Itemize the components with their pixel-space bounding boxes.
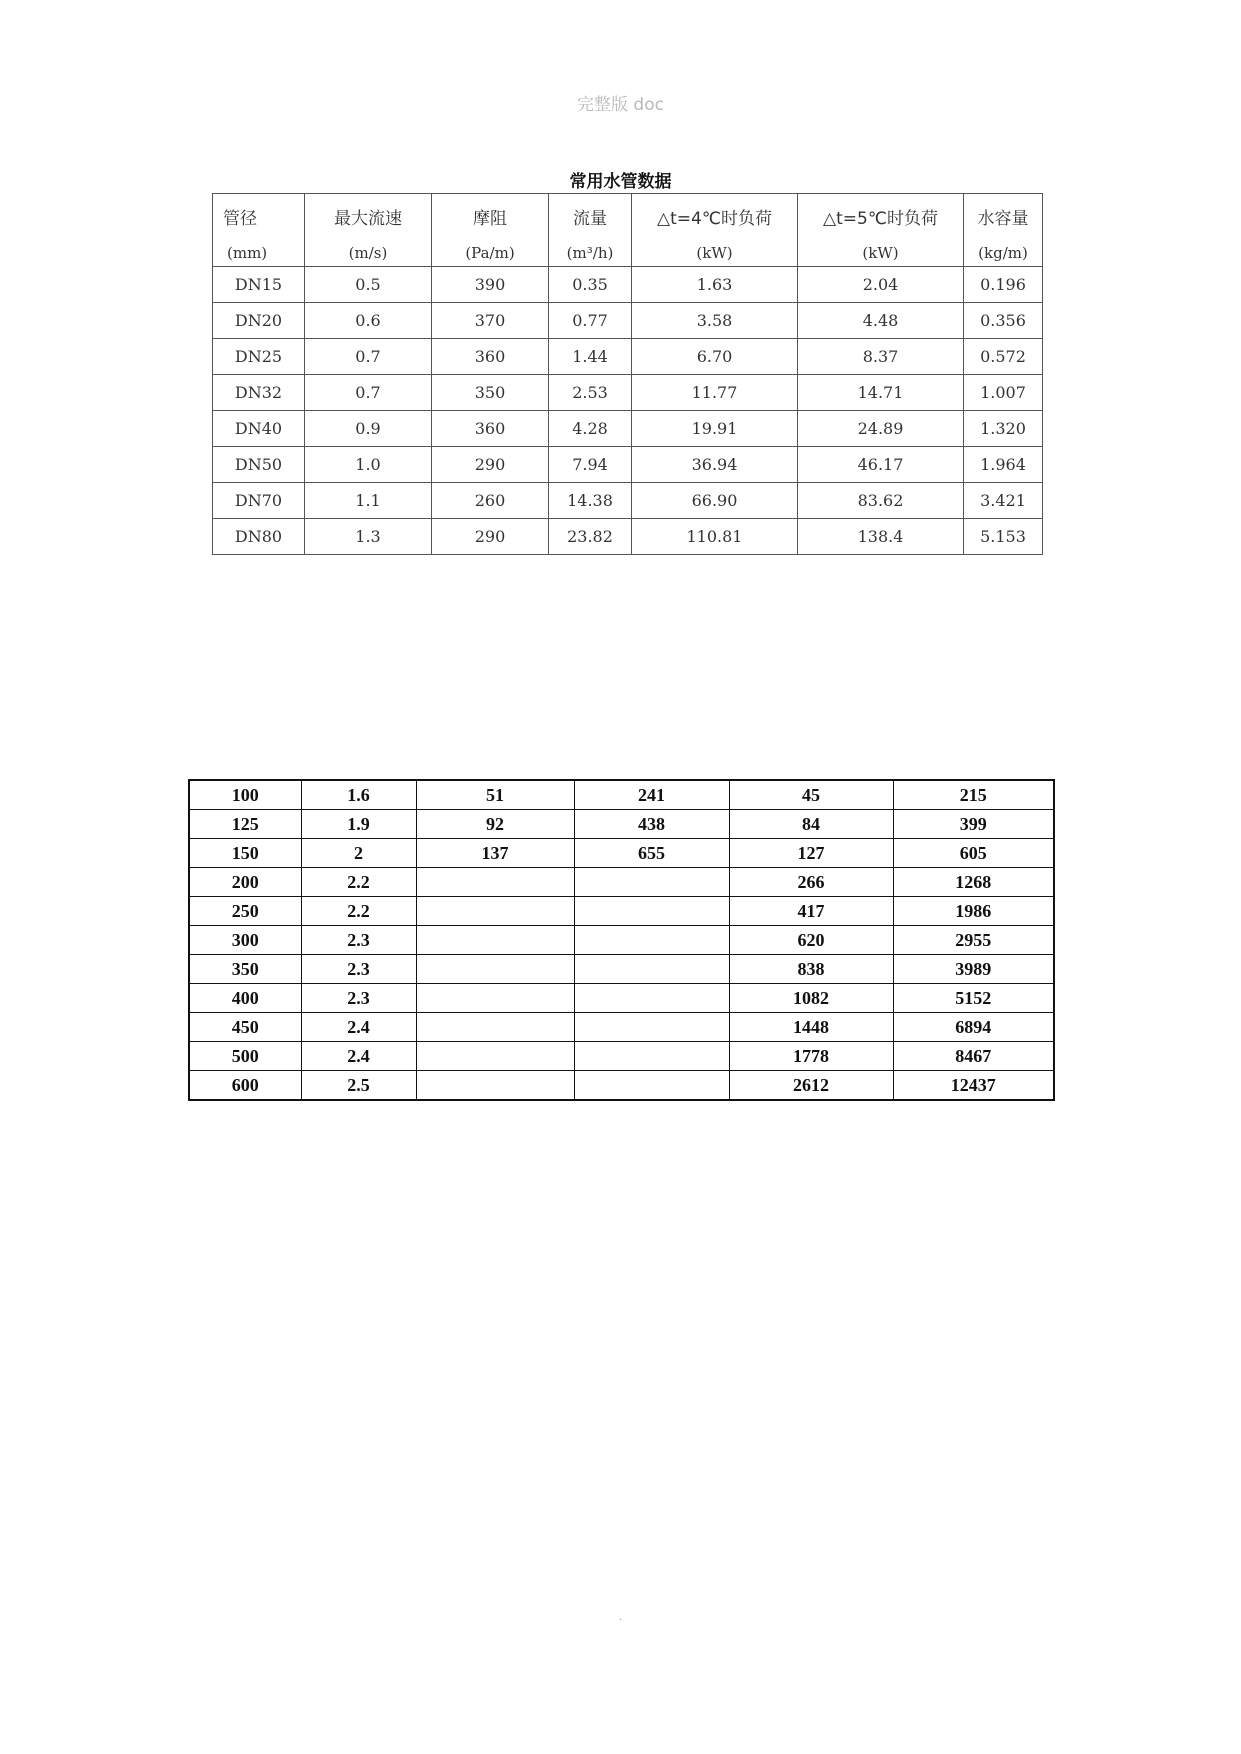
table-cell: 66.90 bbox=[632, 483, 798, 519]
table-header-row bbox=[213, 194, 1043, 267]
table-cell: 23.82 bbox=[549, 519, 632, 555]
table-cell: 2.3 bbox=[301, 984, 416, 1013]
table-cell: 300 bbox=[189, 926, 301, 955]
table-cell: 399 bbox=[893, 810, 1054, 839]
table-row bbox=[189, 926, 1054, 955]
table-cell: 1986 bbox=[893, 897, 1054, 926]
table-cell bbox=[574, 955, 729, 984]
table-cell bbox=[416, 955, 574, 984]
table-cell bbox=[574, 926, 729, 955]
table-cell: 370 bbox=[432, 303, 549, 339]
table-cell: 620 bbox=[729, 926, 893, 955]
table-cell: 2.2 bbox=[301, 868, 416, 897]
pipe-data-table bbox=[212, 193, 1043, 555]
table-cell: 655 bbox=[574, 839, 729, 868]
table-cell bbox=[574, 984, 729, 1013]
table-cell: 390 bbox=[432, 267, 549, 303]
table-row bbox=[213, 411, 1043, 447]
table-cell: 4.48 bbox=[798, 303, 964, 339]
column-unit: (kg/m) bbox=[978, 244, 1028, 262]
table-cell: 1.6 bbox=[301, 780, 416, 810]
table-cell: 125 bbox=[189, 810, 301, 839]
table-cell: DN70 bbox=[213, 483, 305, 519]
table-row bbox=[189, 839, 1054, 868]
table-cell: 4.28 bbox=[549, 411, 632, 447]
table-cell: 1448 bbox=[729, 1013, 893, 1042]
table-title: 常用水管数据 bbox=[569, 172, 672, 192]
table-row bbox=[213, 339, 1043, 375]
table-header-cell bbox=[632, 194, 798, 267]
table-cell: 3.421 bbox=[964, 483, 1043, 519]
table-cell: 51 bbox=[416, 780, 574, 810]
table-cell: 0.7 bbox=[305, 375, 432, 411]
table-row bbox=[213, 519, 1043, 555]
table-row bbox=[213, 447, 1043, 483]
table-cell bbox=[574, 897, 729, 926]
table-cell: 0.6 bbox=[305, 303, 432, 339]
column-unit: (Pa/m) bbox=[465, 244, 515, 262]
table-cell: 92 bbox=[416, 810, 574, 839]
table-cell: 84 bbox=[729, 810, 893, 839]
table-cell: 417 bbox=[729, 897, 893, 926]
table-row bbox=[189, 1013, 1054, 1042]
table-cell: 1.9 bbox=[301, 810, 416, 839]
table-cell: 360 bbox=[432, 339, 549, 375]
table-cell: 1.964 bbox=[964, 447, 1043, 483]
table-cell: 250 bbox=[189, 897, 301, 926]
table-cell: 6894 bbox=[893, 1013, 1054, 1042]
table-row bbox=[189, 984, 1054, 1013]
table-cell bbox=[416, 868, 574, 897]
table-row bbox=[189, 780, 1054, 810]
table-cell: 110.81 bbox=[632, 519, 798, 555]
table-cell: 260 bbox=[432, 483, 549, 519]
table-cell bbox=[574, 868, 729, 897]
column-unit: (m³/h) bbox=[566, 244, 614, 262]
page-watermark: 完整版 doc bbox=[577, 95, 664, 115]
table-header-cell bbox=[213, 194, 305, 267]
table-cell: 0.572 bbox=[964, 339, 1043, 375]
table-cell: 200 bbox=[189, 868, 301, 897]
footer-mark: . bbox=[618, 1612, 623, 1623]
table-header-cell bbox=[305, 194, 432, 267]
table-cell: 1082 bbox=[729, 984, 893, 1013]
table-cell: 5152 bbox=[893, 984, 1054, 1013]
table-row bbox=[189, 1071, 1054, 1101]
table-cell: 0.196 bbox=[964, 267, 1043, 303]
table-cell: 1268 bbox=[893, 868, 1054, 897]
table-cell: 2955 bbox=[893, 926, 1054, 955]
table-cell: 1.3 bbox=[305, 519, 432, 555]
table-header-cell bbox=[964, 194, 1043, 267]
table-cell bbox=[416, 1013, 574, 1042]
table-cell: DN15 bbox=[213, 267, 305, 303]
table-cell: 1778 bbox=[729, 1042, 893, 1071]
table-cell: 7.94 bbox=[549, 447, 632, 483]
column-name: 流量 bbox=[573, 209, 607, 229]
table-cell: 36.94 bbox=[632, 447, 798, 483]
table-cell bbox=[416, 897, 574, 926]
column-name: △t=4℃时负荷 bbox=[657, 209, 772, 229]
column-name: 管径 bbox=[223, 209, 257, 229]
table-cell: 0.9 bbox=[305, 411, 432, 447]
table-cell bbox=[574, 1013, 729, 1042]
table-cell: 100 bbox=[189, 780, 301, 810]
table-cell: DN20 bbox=[213, 303, 305, 339]
table-cell: DN40 bbox=[213, 411, 305, 447]
table-cell: 290 bbox=[432, 519, 549, 555]
table-cell: 838 bbox=[729, 955, 893, 984]
table-cell: 350 bbox=[432, 375, 549, 411]
table-row bbox=[213, 375, 1043, 411]
table-row bbox=[189, 868, 1054, 897]
table-cell: 0.5 bbox=[305, 267, 432, 303]
table-cell: 500 bbox=[189, 1042, 301, 1071]
table-cell: 0.77 bbox=[549, 303, 632, 339]
table-cell: 2.3 bbox=[301, 955, 416, 984]
table-cell bbox=[416, 984, 574, 1013]
table-cell: 2.04 bbox=[798, 267, 964, 303]
table-cell: 2612 bbox=[729, 1071, 893, 1101]
table-cell: 127 bbox=[729, 839, 893, 868]
column-name: 摩阻 bbox=[473, 209, 507, 229]
table-cell: DN50 bbox=[213, 447, 305, 483]
table-cell: 350 bbox=[189, 955, 301, 984]
large-pipe-data-table bbox=[188, 779, 1055, 1101]
table-cell: 1.007 bbox=[964, 375, 1043, 411]
table-cell: 450 bbox=[189, 1013, 301, 1042]
table-cell: 2.2 bbox=[301, 897, 416, 926]
table-row bbox=[189, 955, 1054, 984]
table-cell: DN32 bbox=[213, 375, 305, 411]
table-cell: 1.320 bbox=[964, 411, 1043, 447]
table-cell: 600 bbox=[189, 1071, 301, 1101]
table-cell: 46.17 bbox=[798, 447, 964, 483]
table-row bbox=[189, 1042, 1054, 1071]
table-cell: 2.4 bbox=[301, 1013, 416, 1042]
column-name: △t=5℃时负荷 bbox=[823, 209, 938, 229]
table-cell bbox=[416, 926, 574, 955]
column-unit: (kW) bbox=[696, 244, 733, 262]
column-name: 水容量 bbox=[977, 209, 1029, 229]
table-cell: 19.91 bbox=[632, 411, 798, 447]
table-row bbox=[189, 897, 1054, 926]
table-cell: 24.89 bbox=[798, 411, 964, 447]
table-row bbox=[213, 303, 1043, 339]
table-cell: 215 bbox=[893, 780, 1054, 810]
column-unit: (kW) bbox=[862, 244, 899, 262]
table-cell: 12437 bbox=[893, 1071, 1054, 1101]
table-cell: 138.4 bbox=[798, 519, 964, 555]
table-cell: 150 bbox=[189, 839, 301, 868]
table-cell: 0.35 bbox=[549, 267, 632, 303]
table-cell: 1.44 bbox=[549, 339, 632, 375]
table-cell: 290 bbox=[432, 447, 549, 483]
table-cell: 1.63 bbox=[632, 267, 798, 303]
table-cell: 2.5 bbox=[301, 1071, 416, 1101]
table-cell bbox=[574, 1042, 729, 1071]
table-cell: 266 bbox=[729, 868, 893, 897]
table-header-cell bbox=[432, 194, 549, 267]
table-cell: 0.7 bbox=[305, 339, 432, 375]
table-cell: 605 bbox=[893, 839, 1054, 868]
table-row bbox=[213, 483, 1043, 519]
table-cell: 1.0 bbox=[305, 447, 432, 483]
column-unit: (m/s) bbox=[348, 244, 388, 262]
table-cell: DN80 bbox=[213, 519, 305, 555]
table-cell: 438 bbox=[574, 810, 729, 839]
table-cell bbox=[574, 1071, 729, 1101]
table-cell: 14.71 bbox=[798, 375, 964, 411]
table-row bbox=[189, 810, 1054, 839]
table-cell: 137 bbox=[416, 839, 574, 868]
table-cell: 8467 bbox=[893, 1042, 1054, 1071]
column-unit: (mm) bbox=[227, 244, 268, 262]
table-cell: 3989 bbox=[893, 955, 1054, 984]
table-cell: 2 bbox=[301, 839, 416, 868]
table-row bbox=[213, 267, 1043, 303]
table-cell: 6.70 bbox=[632, 339, 798, 375]
table-cell: 2.4 bbox=[301, 1042, 416, 1071]
table-cell: 5.153 bbox=[964, 519, 1043, 555]
table-cell: 8.37 bbox=[798, 339, 964, 375]
table-cell: 14.38 bbox=[549, 483, 632, 519]
table-cell: 360 bbox=[432, 411, 549, 447]
table-cell bbox=[416, 1071, 574, 1101]
table-cell: 45 bbox=[729, 780, 893, 810]
table-cell: 3.58 bbox=[632, 303, 798, 339]
table-cell bbox=[416, 1042, 574, 1071]
table-cell: 1.1 bbox=[305, 483, 432, 519]
table-cell: 11.77 bbox=[632, 375, 798, 411]
table-header-cell bbox=[549, 194, 632, 267]
table-cell: 2.3 bbox=[301, 926, 416, 955]
table-cell: 0.356 bbox=[964, 303, 1043, 339]
table-cell: DN25 bbox=[213, 339, 305, 375]
table-header-cell bbox=[798, 194, 964, 267]
table-cell: 2.53 bbox=[549, 375, 632, 411]
column-name: 最大流速 bbox=[334, 209, 402, 229]
table-cell: 241 bbox=[574, 780, 729, 810]
table-cell: 83.62 bbox=[798, 483, 964, 519]
table-cell: 400 bbox=[189, 984, 301, 1013]
